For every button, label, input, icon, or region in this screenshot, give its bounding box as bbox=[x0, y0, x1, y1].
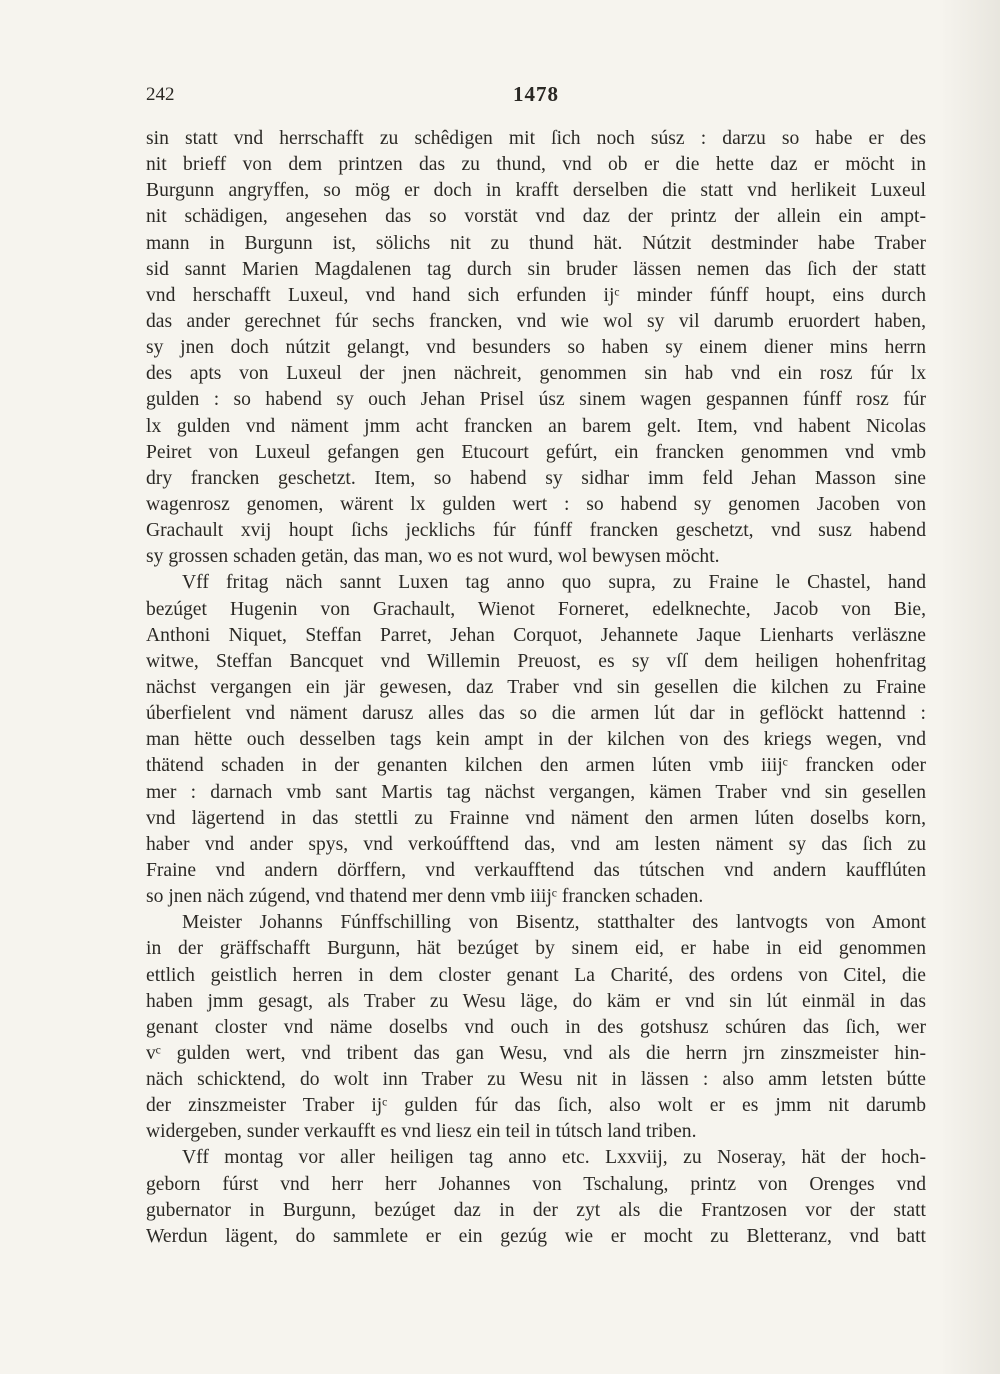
text-line: nit brieff von dem printzen das zu thund, vnd ob er die hette daz er möcht in bbox=[146, 154, 926, 176]
text-line: wagenrosz genomen, wärent lx gulden wert : so habend sy genomen Jacoben von bbox=[146, 493, 926, 515]
text-line: witwe, Steffan Bancquet vnd Willemin Preuost, es sy vſſ dem heiligen hohenfritag bbox=[146, 650, 926, 672]
running-title: 1478 bbox=[513, 82, 559, 106]
text-line: Anthoni Niquet, Steffan Parret, Jehan Corquot, Jehannete Jaque Lienharts verläszne bbox=[146, 624, 926, 646]
paragraph-start-line: Meister Johanns Fúnffschilling von Bisentz, statthalter des lantvogts von Amont bbox=[182, 912, 926, 934]
text-line: näch schicktend, do wolt inn Traber zu Wesu nit in lässen : also amm letsten bútte bbox=[146, 1069, 926, 1091]
text-line: gubernator in Burgunn, bezúget daz in der zyt als die Frantzosen vor der statt bbox=[146, 1199, 926, 1221]
text-line: sin statt vnd herrschafft zu schêdigen mit ſich noch súsz : darzu so habe er des bbox=[146, 128, 926, 149]
text-line: haber vnd ander spys, vnd verkoúfftend das, vnd am lesten näment sy das ſich zu bbox=[146, 833, 926, 855]
text-line: bezúget Hugenin von Grachault, Wienot Forneret, edelknechte, Jacob von Bie, bbox=[146, 598, 926, 620]
text-line: in der gräffschafft Burgunn, hät bezúget by sinem eid, er habe in eid genommen bbox=[146, 938, 926, 960]
text-line: des apts von Luxeul der jnen nächreit, genommen sin hab vnd ein rosz fúr lx bbox=[146, 363, 926, 385]
text-line: sid sannt Marien Magdalenen tag durch sin bruder lässen nemen das ſich der statt bbox=[146, 258, 926, 280]
text-line: ettlich geistlich herren in dem closter genant La Charité, des ordens von Citel, die bbox=[146, 964, 926, 986]
text-line: vᶜ gulden wert, vnd tribent das gan Wesu, vnd als die herrn jrn zinszmeister hin- bbox=[146, 1042, 926, 1064]
body-text bbox=[146, 126, 926, 1250]
text-line: Peiret von Luxeul gefangen gen Etucourt gefúrt, ein francken genommen vnd vmb bbox=[146, 441, 926, 463]
text-line: Grachault xvij houpt ſichs jecklichs fúr fúnff francken geschetzt, vnd susz habend bbox=[146, 520, 926, 542]
text-line: dry francken geschetzt. Item, so habend sy sidhar imm feld Jehan Masson sine bbox=[146, 467, 926, 489]
text-line: das ander gerechnet fúr sechs francken, vnd wie wol sy vil darumb eruordert haben, bbox=[146, 310, 926, 332]
text-line: geborn fúrst vnd herr herr Johannes von Tschalung, printz von Orenges vnd bbox=[146, 1173, 926, 1195]
text-line: der zinszmeister Traber ijᶜ gulden fúr das ſich, also wolt er es jmm nit darumb bbox=[146, 1095, 926, 1117]
text-line: genant closter vnd näme doselbs vnd ouch in des gotshusz schúren das ſich, wer bbox=[146, 1016, 926, 1038]
paragraph-start-line: Vff montag vor aller heiligen tag anno etc. Lxxviij, zu Noseray, hät der hoch- bbox=[182, 1147, 926, 1169]
text-line: sy jnen doch nútzit gelangt, vnd besunders so haben sy einem diener mins herrn bbox=[146, 337, 926, 359]
paragraph-start-line: Vff fritag näch sannt Luxen tag anno quo supra, zu Fraine le Chastel, hand bbox=[182, 572, 926, 594]
page-number: 242 bbox=[146, 84, 175, 105]
text-line: úberfielent vnd näment darusz alles das so die armen lút dar in geflöckt hattennd : bbox=[146, 703, 926, 725]
text-line: Burgunn angryffen, so mög er doch in krafft derselben die statt vnd herlikeit Luxeul bbox=[146, 180, 926, 202]
text-line: mer : darnach vmb sant Martis tag nächst vergangen, kämen Traber vnd sin gesellen bbox=[146, 781, 926, 803]
page-header bbox=[146, 84, 926, 114]
text-line: thätend schaden in der genanten kilchen den armen lúten vmb iiijᶜ francken oder bbox=[146, 755, 926, 777]
text-line: haben jmm gesagt, als Traber zu Wesu läge, do käm er vnd sin lút einmäl in das bbox=[146, 990, 926, 1012]
text-line: gulden : so habend sy ouch Jehan Prisel úsz sinem wagen gespannen fúnff rosz fúr bbox=[146, 389, 926, 411]
text-line: so jnen näch zúgend, vnd thatend mer denn vmb iiijᶜ francken schaden. bbox=[146, 886, 704, 908]
text-line: nit schädigen, angesehen das so vorstät vnd daz der printz der allein ein ampt- bbox=[146, 206, 926, 228]
text-line: mann in Burgunn ist, sölichs nit zu thund hät. Nútzit destminder habe Traber bbox=[146, 232, 926, 254]
text-line: vnd lägertend in das stettli zu Frainne vnd näment den armen lúten doselbs korn, bbox=[146, 807, 926, 829]
text-line: widergeben, sunder verkaufft es vnd liesz ein teil in tútsch land triben. bbox=[146, 1121, 697, 1143]
text-line: lx gulden vnd näment jmm acht francken an barem gelt. Item, vnd habent Nicolas bbox=[146, 415, 926, 437]
text-line: Werdun lägent, do sammlete er ein gezúg wie er mocht zu Bletteranz, vnd batt bbox=[146, 1225, 926, 1247]
text-line: Fraine vnd andern dörffern, vnd verkaufftend das tútschen vnd andern kaufflúten bbox=[146, 859, 926, 881]
text-line: sy grossen schaden getän, das man, wo es not wurd, wol bewysen möcht. bbox=[146, 546, 720, 568]
text-line: vnd herschafft Luxeul, vnd hand sich erfunden ijᶜ minder fúnff houpt, eins durch bbox=[146, 284, 926, 306]
text-line: nächst vergangen ein jär gewesen, daz Traber vnd sin gesellen die kilchen zu Fraine bbox=[146, 676, 926, 698]
text-line: man hëtte ouch desselben tags kein ampt in der kilchen von des kriegs wegen, vnd bbox=[146, 729, 926, 751]
